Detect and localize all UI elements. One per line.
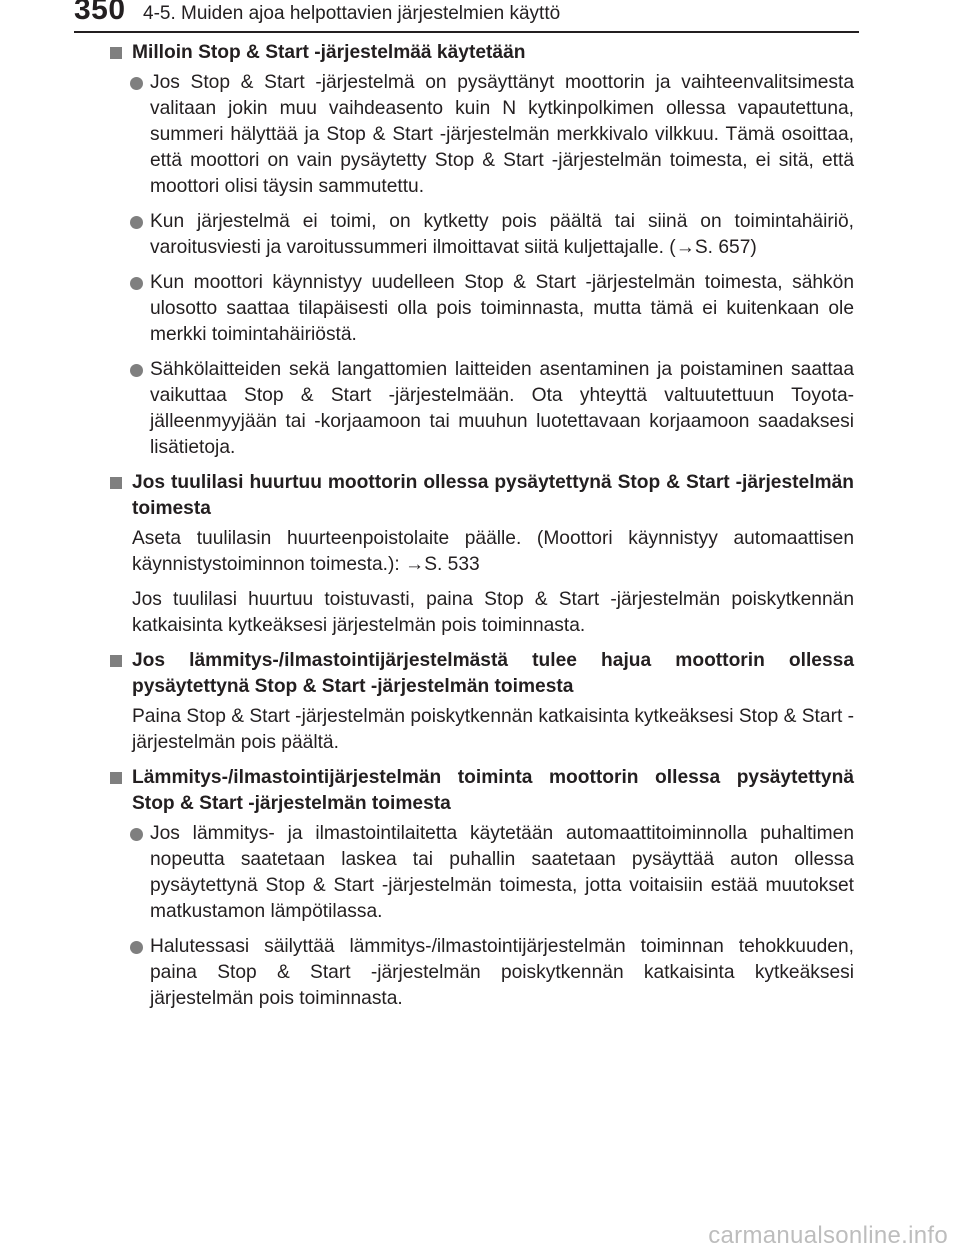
- section-title: 4-5. Muiden ajoa helpottavien järjestelmien käyttö: [143, 3, 561, 24]
- square-bullet-icon: [110, 47, 122, 59]
- square-bullet-icon: [110, 655, 122, 667]
- list-item: Sähkölaitteiden sekä langattomien laitteiden asentaminen ja poistaminen saattaa vaikuttaa Stop & Start -järjestelmään. Ota yhteyttä valtuutettuun Toyota-jälleenmyyjään tai -korjaamoon tai muuhun luotettavaan korjaamoon saadaksesi lisätietoja.: [108, 357, 854, 461]
- page-number: 350: [74, 0, 126, 26]
- square-bullet-icon: [110, 477, 122, 489]
- section-when-used: [108, 40, 854, 461]
- page-content: [108, 40, 854, 1012]
- round-bullet-icon: [130, 77, 143, 90]
- watermark: carmanualsonline.info: [708, 1222, 948, 1249]
- round-bullet-icon: [130, 277, 143, 290]
- paragraph: Paina Stop & Start -järjestelmän poiskytkennän katkaisinta kytkeäksesi Stop & Start -järjestelmän pois päältä.: [132, 706, 855, 753]
- list-item: Jos lämmitys- ja ilmastointilaitetta käytetään automaattitoiminnolla puhaltimen nopeutta saatetaan laskea tai puhallin saatetaan pysäyttää auton ollessa pysäytettynä Stop & Start -järjestelmän toimesta, jotta voitaisiin estää muutokset matkustamon lämpötilassa.: [108, 821, 854, 925]
- list-item: Jos Stop & Start -järjestelmä on pysäyttänyt moottorin ja vaihteenvalitsimesta valitaan jokin muu vaihdeasento kuin N kytkinpolkimen ollessa vapautettuna, summeri hälyttää ja Stop & Start -järjestelmän merkkivalo vilkkuu. Tämä osoittaa, että moottori on vain pysäytetty Stop & Start -järjestelmän toimesta, ei sitä, että moottori olisi täysin sammutettu.: [108, 70, 854, 200]
- section-ac-odor: [108, 648, 854, 756]
- list-item: Halutessasi säilyttää lämmitys-/ilmastointijärjestelmän toiminnan tehokkuuden, paina Stop & Start -järjestelmän poiskytkennän katkaisinta kytkeäksesi järjestelmän pois toiminnasta.: [108, 934, 854, 1012]
- section-heading: Jos lämmitys-/ilmastointijärjestelmästä tulee hajua moottorin ollessa pysäytettynä Stop & Start -järjestelmän toimesta: [108, 648, 854, 700]
- round-bullet-icon: [130, 216, 143, 229]
- paragraph: Jos tuulilasi huurtuu toistuvasti, paina Stop & Start -järjestelmän poiskytkennän katkaisinta kytkeäksesi järjestelmän pois toiminnasta.: [132, 589, 854, 636]
- section-windshield-fog: [108, 470, 854, 639]
- page-header: [0, 0, 960, 40]
- section-heading: Milloin Stop & Start -järjestelmää käytetään: [108, 40, 854, 66]
- square-bullet-icon: [110, 772, 122, 784]
- header-rule: [74, 31, 859, 33]
- paragraph: Aseta tuulilasin huurteenpoistolaite päälle. (Moottori käynnistyy automaattisen käynnistystoiminnon toimesta.): →S. 533: [132, 528, 854, 575]
- round-bullet-icon: [130, 941, 143, 954]
- section-ac-operation: [108, 765, 854, 1012]
- section-heading: Jos tuulilasi huurtuu moottorin ollessa pysäytettynä Stop & Start -järjestelmän toimesta: [108, 470, 854, 522]
- round-bullet-icon: [130, 364, 143, 377]
- round-bullet-icon: [130, 828, 143, 841]
- list-item: Kun moottori käynnistyy uudelleen Stop & Start -järjestelmän toimesta, sähkön ulosotto saattaa tilapäisesti olla pois toiminnasta, mutta tämä ei kuitenkaan ole merkki toimintahäiriöstä.: [108, 270, 854, 348]
- list-item: Kun järjestelmä ei toimi, on kytketty pois päältä tai siinä on toimintahäiriö, varoitusviesti ja varoitussummeri ilmoittavat siitä kuljettajalle. (→S. 657): [108, 209, 854, 261]
- section-heading: Lämmitys-/ilmastointijärjestelmän toiminta moottorin ollessa pysäytettynä Stop & Start -järjestelmän toimesta: [108, 765, 854, 817]
